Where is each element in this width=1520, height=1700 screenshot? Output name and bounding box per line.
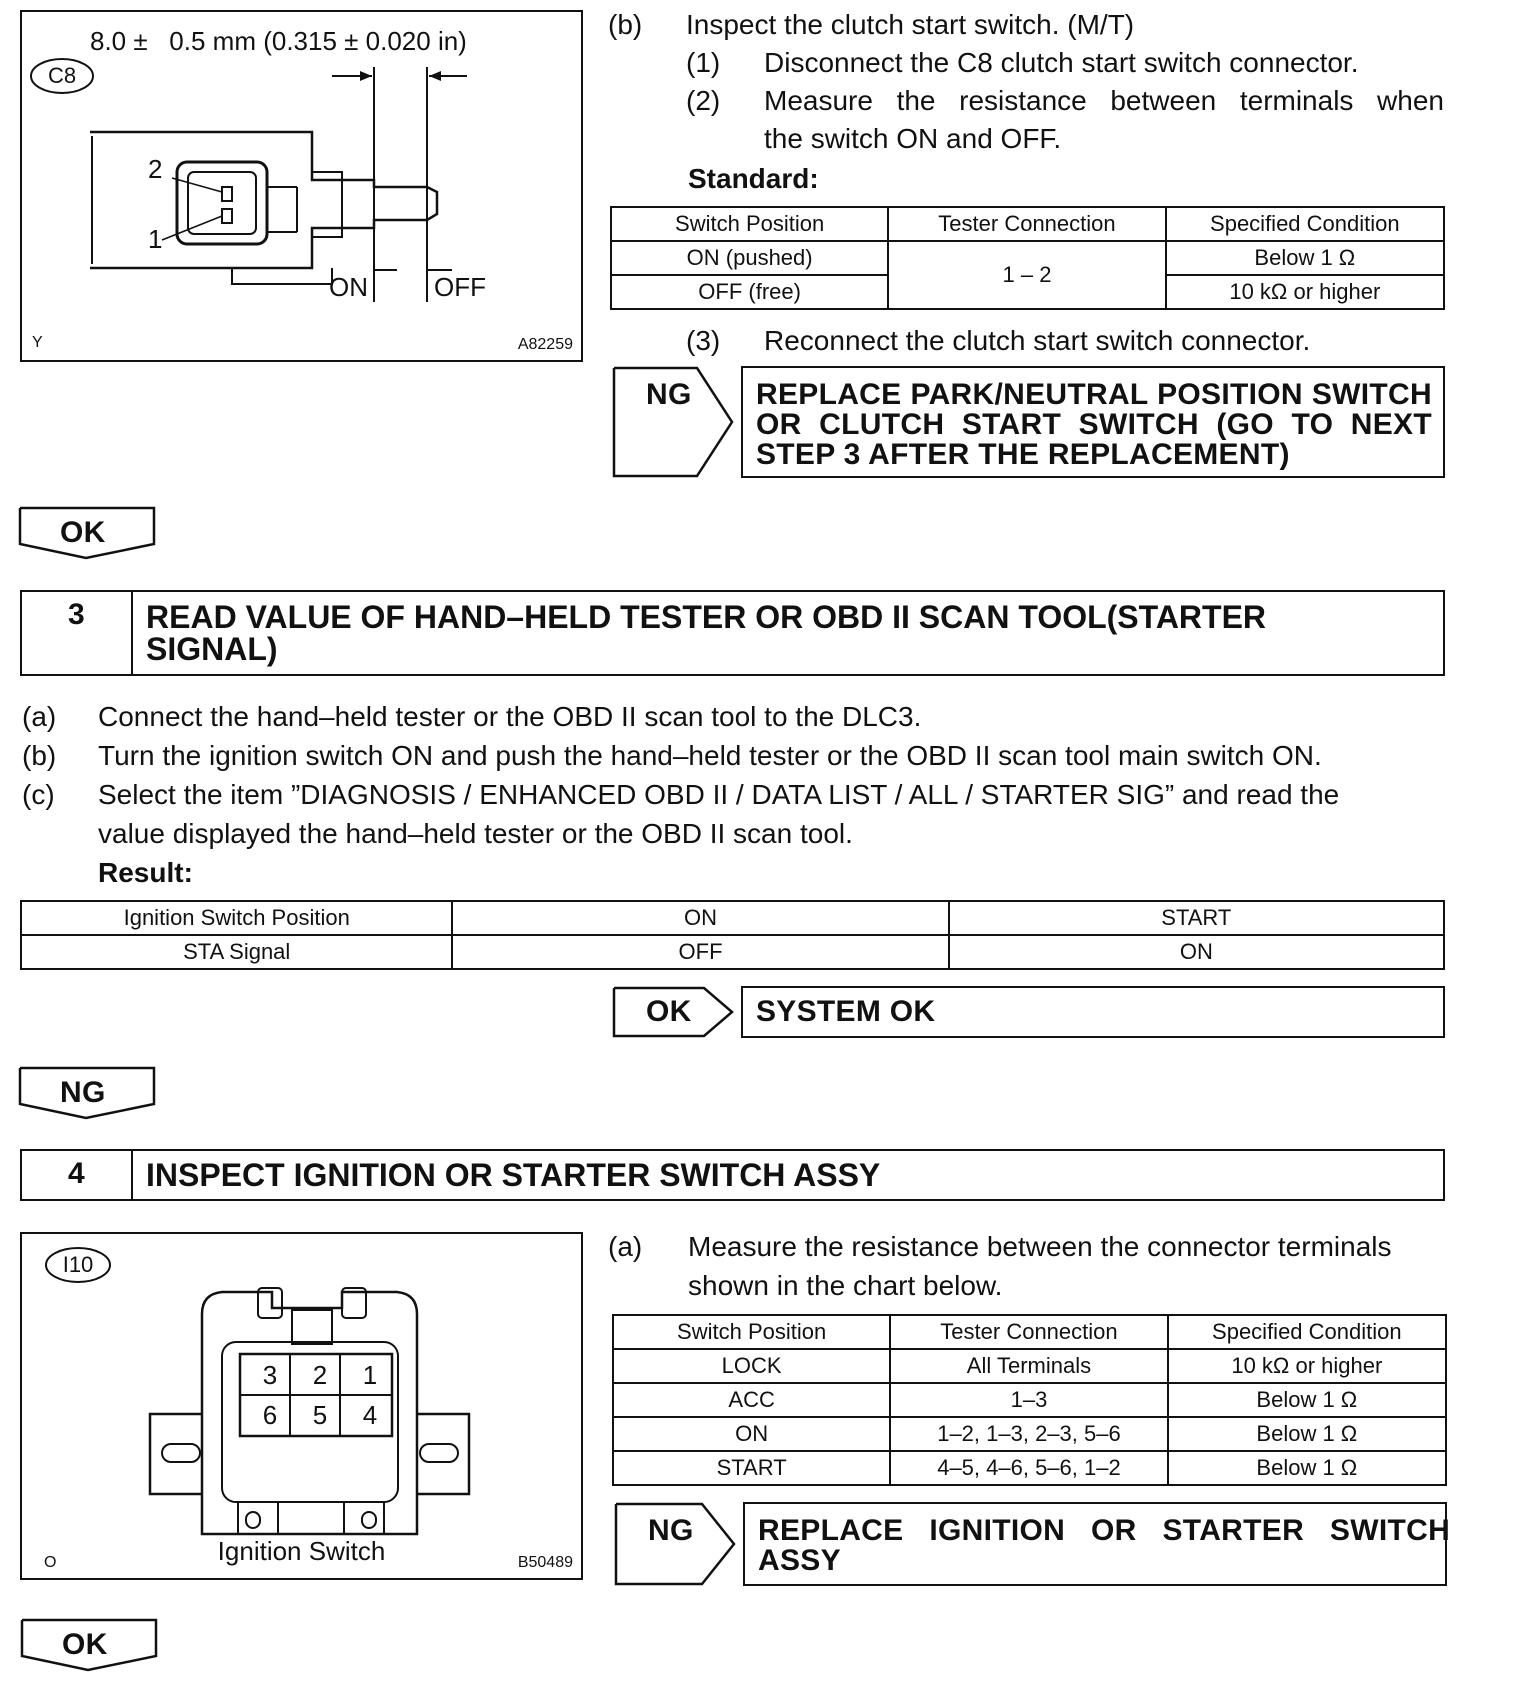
table-cell: OFF (free): [611, 275, 888, 309]
ng-result-line2: OR CLUTCH START SWITCH (GO TO NEXT: [756, 408, 1432, 441]
pin-label: 1: [362, 1360, 378, 1390]
step2b-n3: (3): [686, 325, 721, 356]
ng-label: NG: [646, 378, 692, 411]
step2b-letter: (b): [608, 9, 643, 40]
step2b-n2: (2): [686, 85, 721, 116]
figure-id: B50489: [517, 1554, 573, 1571]
table-cell: 10 kΩ or higher: [1168, 1349, 1446, 1383]
step2b-n1: (1): [686, 47, 721, 78]
table-header: Switch Position: [611, 207, 888, 241]
table-row: [613, 1349, 1446, 1383]
table-header: Specified Condition: [1168, 1315, 1446, 1349]
table-row: [613, 1383, 1446, 1417]
step2b-t2a: Measure the resistance between terminals when: [764, 85, 1444, 116]
table-cell: STA Signal: [21, 935, 452, 969]
connector-label-i10: I10: [62, 1252, 94, 1277]
step3-number: 3: [68, 598, 85, 631]
table-cell: 4–5, 4–6, 5–6, 1–2: [890, 1451, 1167, 1485]
ok-tag-label: OK: [60, 516, 106, 549]
table-cell: Below 1 Ω: [1168, 1451, 1446, 1485]
table-cell: 1 – 2: [888, 241, 1165, 309]
step3-b-letter: (b): [22, 740, 57, 771]
table-cell: 10 kΩ or higher: [1166, 275, 1444, 309]
figure-ignition-switch: [20, 1232, 583, 1580]
table-cell: 1–3: [890, 1383, 1167, 1417]
table-header: Tester Connection: [888, 207, 1165, 241]
terminal-label-1: 1: [148, 224, 163, 254]
standard-label: Standard:: [688, 163, 819, 194]
step3-title-line2: SIGNAL): [146, 631, 278, 667]
table-cell: Below 1 Ω: [1168, 1417, 1446, 1451]
step4-divider: [131, 1149, 133, 1201]
ok-label: OK: [646, 995, 692, 1028]
figure-id: A82259: [517, 336, 573, 353]
step3-b-text: Turn the ignition switch ON and push the hand–held tester or the OBD II scan tool main switch ON.: [98, 740, 1322, 771]
table-cell: ON (pushed): [611, 241, 888, 275]
step4-a-letter: (a): [608, 1231, 643, 1262]
ng-result-line1: REPLACE PARK/NEUTRAL POSITION SWITCH: [756, 378, 1432, 411]
result-label: Result:: [98, 857, 193, 888]
step2b-t3: Reconnect the clutch start switch connector.: [764, 325, 1311, 356]
ng-result-line1: REPLACE IGNITION OR STARTER SWITCH: [758, 1514, 1451, 1547]
figure-clutch-switch: [20, 10, 583, 362]
table-cell: Below 1 Ω: [1166, 241, 1444, 275]
on-label: ON: [329, 272, 368, 302]
ok-tag-label: OK: [62, 1628, 108, 1661]
pin-label: 5: [312, 1400, 328, 1430]
step3-c-text2: value displayed the hand–held tester or the OBD II scan tool.: [98, 818, 853, 849]
terminal-label-2: 2: [148, 154, 163, 184]
ignition-switch-spec-table: [612, 1314, 1447, 1486]
table-row: [613, 1451, 1446, 1485]
step3-c-text1: Select the item ”DIAGNOSIS / ENHANCED OBD II / DATA LIST / ALL / STARTER SIG” and read the: [98, 779, 1340, 810]
step4-a-text1: Measure the resistance between the connector terminals: [688, 1231, 1392, 1262]
step4-title: INSPECT IGNITION OR STARTER SWITCH ASSY: [146, 1157, 881, 1193]
ng-tag-label: NG: [60, 1076, 106, 1109]
table-cell: All Terminals: [890, 1349, 1167, 1383]
table-row: [613, 1315, 1446, 1349]
table-cell: START: [949, 901, 1444, 935]
table-header: Specified Condition: [1166, 207, 1444, 241]
table-cell: ON: [452, 901, 948, 935]
connector-label-c8: C8: [47, 63, 77, 88]
table-header: Tester Connection: [890, 1315, 1167, 1349]
table-row: [613, 1417, 1446, 1451]
table-cell: ON: [613, 1417, 890, 1451]
ng-result-line2: ASSY: [758, 1544, 841, 1577]
table-cell: START: [613, 1451, 890, 1485]
step3-a-text: Connect the hand–held tester or the OBD II scan tool to the DLC3.: [98, 701, 922, 732]
ok-result-text: SYSTEM OK: [756, 995, 936, 1028]
table-cell: Ignition Switch Position: [21, 901, 452, 935]
clutch-switch-spec-table: [610, 206, 1445, 310]
step3-divider: [131, 590, 133, 676]
table-row: [611, 207, 1444, 241]
figure-corner-label: O: [44, 1554, 57, 1571]
step3-a-letter: (a): [22, 701, 57, 732]
figure-corner-label: Y: [32, 334, 43, 351]
table-cell: LOCK: [613, 1349, 890, 1383]
table-cell: ACC: [613, 1383, 890, 1417]
step4-number: 4: [68, 1157, 85, 1190]
step3-title-line1: READ VALUE OF HAND–HELD TESTER OR OBD II SCAN TOOL(STARTER: [146, 599, 1267, 635]
figure-caption: Ignition Switch: [217, 1536, 386, 1566]
sta-signal-result-table: [20, 900, 1445, 970]
step3-c-letter: (c): [22, 779, 55, 810]
pin-label: 3: [262, 1360, 278, 1390]
table-cell: OFF: [452, 935, 948, 969]
step2b-text: Inspect the clutch start switch. (M/T): [686, 9, 1135, 40]
step4-a-text2: shown in the chart below.: [688, 1270, 1003, 1301]
table-header: Switch Position: [613, 1315, 890, 1349]
step2b-t1: Disconnect the C8 clutch start switch connector.: [764, 47, 1359, 78]
table-cell: ON: [949, 935, 1444, 969]
table-row: [611, 241, 1444, 275]
ng-label: NG: [648, 1514, 694, 1547]
table-row: [21, 935, 1444, 969]
step2b-t2b: the switch ON and OFF.: [764, 123, 1062, 154]
pin-label: 4: [362, 1400, 378, 1430]
table-row: [21, 901, 1444, 935]
table-cell: 1–2, 1–3, 2–3, 5–6: [890, 1417, 1167, 1451]
table-cell: Below 1 Ω: [1168, 1383, 1446, 1417]
off-label: OFF: [434, 272, 486, 302]
clutch-switch-drawing: [22, 12, 581, 360]
pin-label: 6: [262, 1400, 278, 1430]
dimension-label: 8.0 ± 0.5 mm (0.315 ± 0.020 in): [90, 26, 467, 56]
ng-result-line3: STEP 3 AFTER THE REPLACEMENT): [756, 438, 1290, 471]
pin-label: 2: [312, 1360, 328, 1390]
